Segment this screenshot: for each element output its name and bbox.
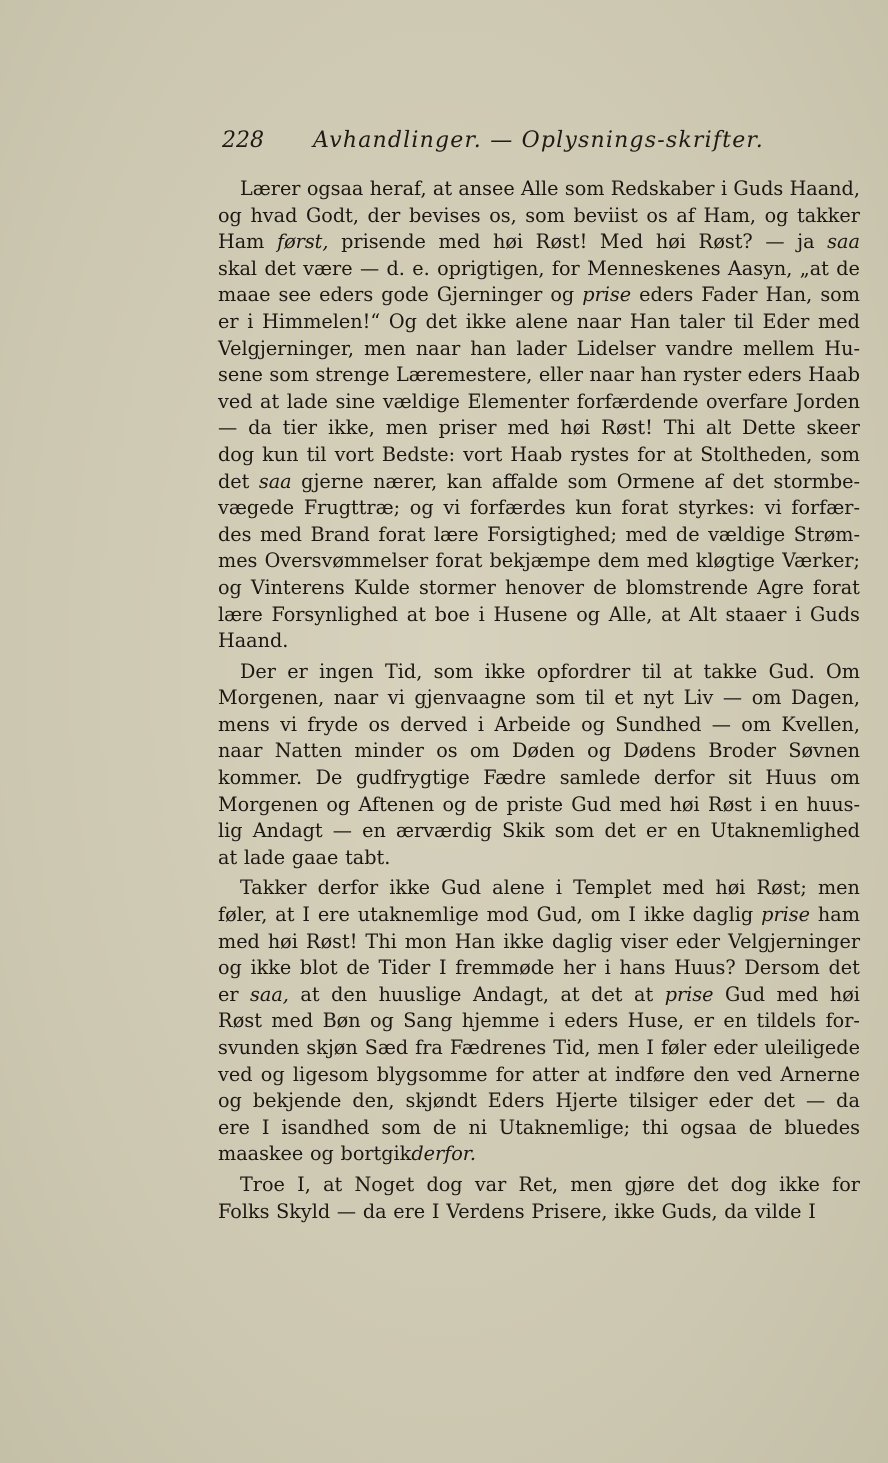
text-line: Velgjerninger, men naar han lader Lidelser vandre mellem Hu- [218, 336, 860, 360]
text-line: maae see eders gode Gjerninger og prise eders Fader Han, som [218, 283, 860, 307]
text-line: og Vinterens Kulde stormer henover de blomstrende Agre forat [218, 575, 860, 599]
text-line: skal det være — d. e. oprigtigen, for Menneskenes Aasyn, „at de [218, 256, 860, 280]
text-line: er saa, at den huuslige Andagt, at det at prise Gud med høi [218, 982, 860, 1006]
text-line: Der er ingen Tid, som ikke opfordrer til at takke Gud. Om [240, 659, 860, 683]
text-line: ved og ligesom blygsomme for atter at indføre den ved Arnerne [218, 1062, 860, 1086]
running-head: Avhandlinger. — Oplysnings-skrifter. [313, 128, 764, 153]
paragraph [218, 659, 860, 872]
text-line: og ikke blot de Tider I fremmøde her i hans Huus? Dersom det [218, 956, 860, 980]
text-line: Takker derfor ikke Gud alene i Templet med høi Røst; men [240, 876, 860, 900]
text-line: og bekjende den, skjøndt Eders Hjerte tilsiger eder det — da [218, 1089, 860, 1113]
text-line: kommer. De gudfrygtige Fædre samlede derfor sit Huus om [218, 766, 860, 790]
text-line: at lade gaae tabt. [218, 845, 391, 869]
text-line: Troe I, at Noget dog var Ret, men gjøre det dog ikke for [240, 1172, 860, 1196]
text-line: dog kun til vort Bedste: vort Haab rystes for at Stoltheden, som [218, 442, 860, 466]
text-line: med høi Røst! Thi mon Han ikke daglig viser eder Velgjerninger [218, 929, 860, 953]
text-line: føler, at I ere utaknemlige mod Gud, om I ikke daglig prise ham [218, 903, 860, 927]
paragraph [218, 875, 860, 1168]
text-line: Folks Skyld — da ere I Verdens Prisere, ikke Guds, da vilde I [218, 1199, 816, 1223]
text-line: — da tier ikke, men priser med høi Røst! Thi alt Dette skeer [218, 416, 860, 440]
page-header [222, 128, 862, 158]
text-line: Røst med Bøn og Sang hjemme i eders Huse, er en tildels for- [218, 1009, 860, 1033]
text-line: Morgenen, naar vi gjenvaagne som til et nyt Liv — om Dagen, [218, 686, 860, 710]
body-text [218, 176, 860, 1225]
text-line: Lærer ogsaa heraf, at ansee Alle som Redskaber i Guds Haand, [240, 177, 860, 200]
text-line: det saa gjerne nærer, kan affalde som Ormene af det stormbe- [218, 469, 860, 493]
text-line: er i Himmelen!“ Og det ikke alene naar Han taler til Eder med [218, 309, 860, 333]
paragraph [218, 176, 860, 655]
text-line: ere I isandhed som de ni Utaknemlige; thi ogsaa de bluedes [218, 1115, 860, 1139]
text-line: Morgenen og Aftenen og de priste Gud med høi Røst i en huus- [218, 792, 860, 816]
text-line: maaskee og bortgik derfor. [218, 1142, 476, 1166]
text-line: sene som strenge Læremestere, eller naar han ryster eders Haab [218, 363, 860, 387]
text-line: og hvad Godt, der bevises os, som beviist os af Ham, og takker [218, 203, 860, 227]
text-line: lære Forsynlighed at boe i Husene og Alle, at Alt staaer i Guds [218, 602, 860, 626]
text-line: mens vi fryde os derved i Arbeide og Sundhed — om Kvellen, [218, 712, 860, 736]
text-line: lig Andagt — en ærværdig Skik som det er en Utaknemlighed [218, 819, 860, 843]
text-line: ved at lade sine vældige Elementer forfærdende overfare Jorden [218, 389, 860, 413]
text-line: vægede Frugttræ; og vi forfærdes kun forat styrkes: vi forfær- [218, 496, 860, 520]
text-line: Ham først, prisende med høi Røst! Med høi Røst? — ja saa [218, 230, 860, 254]
paragraph [218, 1172, 860, 1225]
text-line: svunden skjøn Sæd fra Fædrenes Tid, men I føler eder uleiligede [218, 1036, 860, 1059]
text-line: des med Brand forat lære Forsigtighed; med de vældige Strøm- [218, 522, 860, 546]
text-line: Haand. [218, 629, 289, 653]
text-line: naar Natten minder os om Døden og Dødens Broder Søvnen [218, 739, 860, 763]
page-number: 228 [222, 128, 264, 153]
text-line: mes Oversvømmelser forat bekjæmpe dem med kløgtige Værker; [218, 549, 860, 573]
